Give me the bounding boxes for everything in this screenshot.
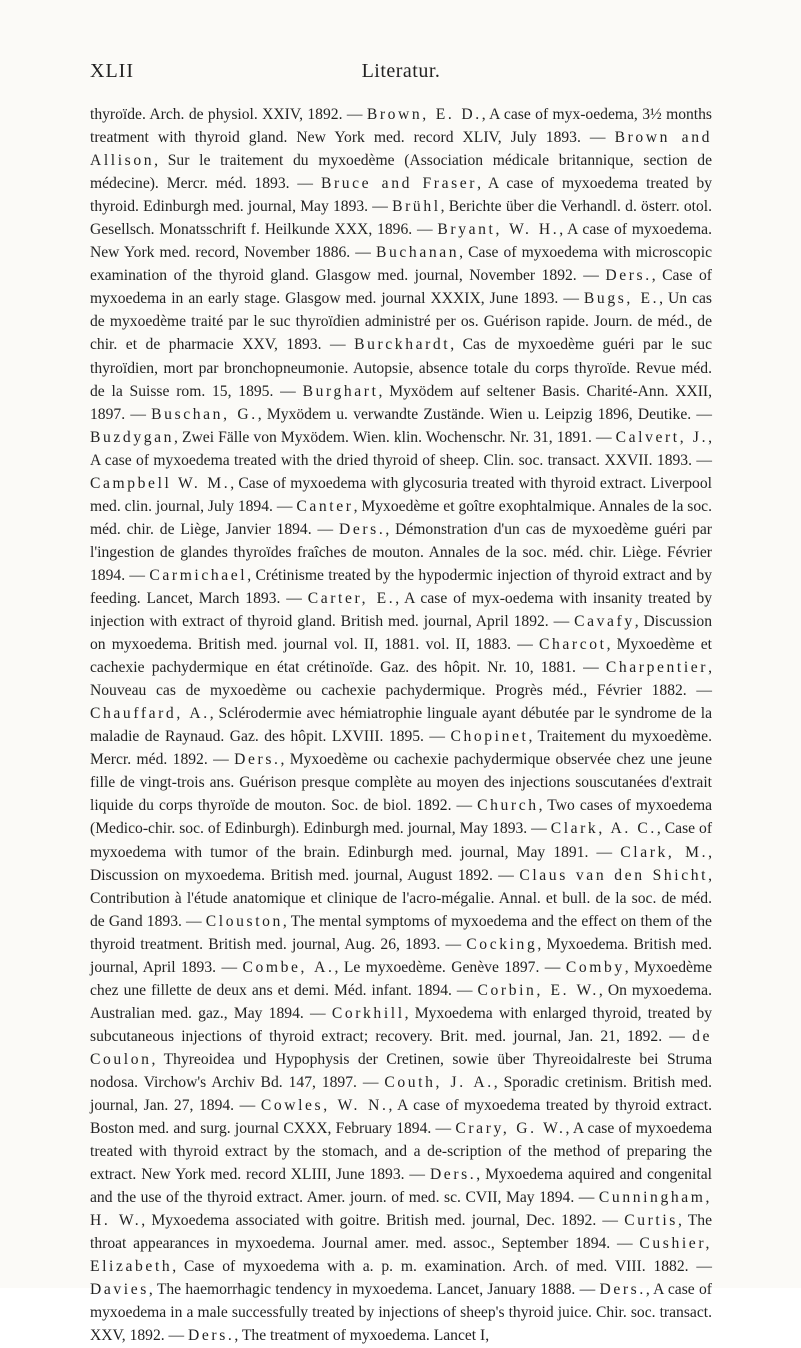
reference-text: , Case of myxoedema with glycosuria treated with thyroid extract. Liverpool med. clin. journal, July 1894. — bbox=[90, 474, 712, 515]
reference-text: , Myxoedema. British med. journal, April 1893. — bbox=[90, 935, 712, 976]
reference-author: Canter bbox=[296, 497, 354, 515]
reference-text: , Démonstration d'un cas de myxoedème guéri par l'ingestion de glandes thyroïdes fraîches de mouton. Annales de la soc. méd. chir. Liège. Février 1894. — bbox=[90, 520, 712, 584]
reference-text: , A case of myxoedema in a male successfully treated by injections of sheep's thyroid juice. Chir. soc. transact. XXV, 1892. — bbox=[90, 1281, 712, 1345]
reference-text: , Le myxoedème. Genève 1897. — bbox=[334, 958, 566, 976]
reference-author: Burckhardt bbox=[354, 336, 451, 354]
reference-text: , Myxoedème et cachexie pachydermique en état crétinoïde. Gaz. des hôpit. Nr. 10, 1881. — bbox=[90, 636, 712, 677]
reference-text: , Discussion on myxoedema. British med. journal, August 1892. — bbox=[90, 843, 713, 884]
reference-author: Crary, G. W. bbox=[455, 1120, 566, 1138]
reference-author: Brown and Allison bbox=[90, 129, 712, 170]
reference-text: , Un cas de myxoedème traité par le suc thyroïdien administré per os. Guérison rapide. Journ. de méd., de chir. et de pharmacie XXV, 1893. — bbox=[90, 290, 712, 354]
reference-text: , Myxoedème et goître exophtalmique. Annales de la soc. méd. chir. de Liège, Janvier 1894. — bbox=[90, 497, 712, 538]
reference-text: , Case of myxoedema with tumor of the brain. Edinburgh med. journal, May 1891. — bbox=[90, 820, 713, 861]
page-number: XLII bbox=[90, 60, 134, 82]
reference-text: , Myxoedema associated with goitre. British med. journal, Dec. 1892. — bbox=[141, 1212, 625, 1230]
reference-text: , A case of myx-oedema with insanity treated by injection with extract of thyroid gland. British med. journal, April 1892. — bbox=[90, 589, 712, 631]
reference-text: , A case of myxoedema treated with the dried thyroid of sheep. Clin. soc. transact. XXVII. 1893. — bbox=[90, 428, 712, 469]
reference-author: Clark, M. bbox=[620, 843, 709, 861]
reference-author: Cunningham, H. W. bbox=[90, 1189, 712, 1230]
reference-text: , Case of myxoedema in an early stage. Glasgow med. journal XXXIX, June 1893. — bbox=[90, 267, 712, 308]
reference-author: Cavafy bbox=[574, 613, 635, 631]
reference-author: Davies bbox=[90, 1281, 149, 1299]
reference-author: Bruce and Fraser bbox=[320, 175, 478, 193]
reference-author: Cocking bbox=[466, 935, 538, 953]
reference-author: Claus van den Shicht bbox=[519, 866, 709, 884]
reference-author: Comby bbox=[565, 958, 625, 976]
reference-author: Brown, E. D. bbox=[366, 106, 482, 123]
reference-text: , Thyreoidea und Hypophysis der Cretinen, sowie über Thyreoidalreste bei Struma nodosa. Virchow's Archiv Bd. 147, 1897. — bbox=[90, 1050, 712, 1091]
reference-author: Clouston bbox=[205, 912, 283, 930]
reference-text: , Nouveau cas de myxoedème ou cachexie pachydermique. Progrès méd., Février 1882. — bbox=[90, 659, 712, 700]
reference-text: , Myxödem u. verwandte Zustände. Wien u. Leipzig 1896, Deutike. — bbox=[257, 405, 712, 423]
bibliography-text bbox=[90, 103, 712, 1348]
reference-author: Bugs, E. bbox=[583, 290, 660, 308]
reference-text: , Myxödem auf seltener Basis. Charité-Ann. XXII, 1897. — bbox=[90, 382, 712, 423]
reference-author: Chopinet bbox=[450, 728, 529, 746]
reference-text: , The throat appearances in myxoedema. Journal amer. med. assoc., September 1894. — bbox=[90, 1212, 713, 1253]
reference-text: , Myxoedema with enlarged thyroid, treated by subcutaneous injections of thyroid extract; recovery. Brit. med. journal, Jan. 21, 1892. — bbox=[90, 1004, 712, 1045]
reference-author: Ders. bbox=[234, 751, 281, 769]
reference-author: Corkhill bbox=[331, 1004, 405, 1022]
reference-author: Church bbox=[477, 797, 539, 815]
running-title: Literatur. bbox=[361, 60, 441, 82]
reference-text: , Two cases of myxoedema (Medico-chir. soc. of Edinburgh). Edinburgh med. journal, May 1893. — bbox=[90, 797, 713, 838]
reference-text: , The mental symptoms of myxoedema and the effect on them of the thyroid treatment. British med. journal, Aug. 26, 1893. — bbox=[90, 912, 712, 953]
reference-author: Charcot bbox=[539, 636, 607, 654]
reference-author: Ders. bbox=[605, 267, 652, 285]
reference-text: , Traitement du myxoedème. Mercr. méd. 1892. — bbox=[90, 728, 712, 769]
reference-author: Clark, A. C. bbox=[550, 820, 657, 838]
page-header bbox=[90, 60, 712, 84]
reference-text: , Zwei Fälle von Myxödem. Wien. klin. Wochenschr. Nr. 31, 1891. — bbox=[174, 428, 616, 446]
reference-author: Charpentier bbox=[605, 659, 709, 677]
reference-author: Bryant, W. H. bbox=[437, 221, 560, 239]
reference-text: , Myxoedema aquired and congenital and the use of the thyroid extract. Amer. journ. of med. sc. CVII, May 1894. — bbox=[90, 1166, 712, 1207]
reference-text: , Case of myxoedema with a. p. m. examination. Arch. of med. VIII. 1882. — bbox=[172, 1258, 712, 1276]
reference-text: , The haemorrhagic tendency in myxoedema. Lancet, January 1888. — bbox=[148, 1281, 600, 1299]
reference-text: , Crétinisme treated by the hypodermic injection of thyroid extract and by feeding. Lancet, March 1893. — bbox=[90, 566, 712, 607]
reference-author: Cushier, Elizabeth bbox=[90, 1235, 712, 1276]
reference-text: , Sur le traitement du myxoedème (Association médicale britannique, section de médecine). Mercr. méd. 1893. — bbox=[90, 152, 712, 193]
bibliography-lead-text: thyroïde. Arch. de physiol. XXIV, 1892. — bbox=[90, 106, 367, 123]
reference-author: Buzdygan bbox=[90, 428, 175, 446]
reference-text: , Case of myxoedema with microscopic examination of the thyroid gland. Glasgow med. journal, November 1892. — bbox=[90, 244, 712, 285]
reference-author: Brühl bbox=[392, 198, 441, 216]
reference-author: Ders. bbox=[338, 520, 386, 538]
reference-author: Burghart bbox=[302, 382, 379, 400]
reference-author: Couth, J. A. bbox=[384, 1073, 494, 1091]
reference-text: , A case of myxoedema. New York med. record, November 1886. — bbox=[90, 221, 712, 262]
bibliography-paragraph bbox=[90, 103, 712, 1348]
reference-text: , A case of myxoedema treated by thyroid extract. Boston med. and surg. journal CXXX, February 1894. — bbox=[90, 1097, 712, 1138]
reference-text: , A case of myxoedema treated with thyroid extract by the stomach, and a de-scription of the method of preparing the extract. New York med. record XLIII, June 1893. — bbox=[90, 1120, 712, 1184]
reference-text: , A case of myxoedema treated by thyroid. Edinburgh med. journal, May 1893. — bbox=[90, 175, 713, 216]
reference-author: Corbin, E. W. bbox=[477, 981, 599, 999]
reference-text: , Sclérodermie avec hémiatrophie linguale ayant débutée par le syndrome de la maladie de Raynaud. Gaz. des hôpit. LXVIII. 1895. — bbox=[90, 705, 713, 746]
reference-author: Curtis bbox=[624, 1212, 678, 1230]
reference-text: , A case of myx-oedema, 3½ months treatment with thyroid gland. New York med. record XLIV, July 1893. — bbox=[90, 106, 712, 147]
reference-text: , Myxoedème ou cachexie pachydermique observée chez une jeune fille de vingt-trois ans. Guérison presque complète au moyen des injections souscutanées d'extrait liquide du corps thyroïde de mouton. Soc. de biol. 1892. — bbox=[90, 751, 712, 815]
reference-author: Carter, E. bbox=[307, 589, 396, 607]
reference-text: , The treatment of myxoedema. Lancet I, bbox=[234, 1327, 490, 1345]
reference-author: de Coulon bbox=[90, 1027, 712, 1068]
reference-author: Ders. bbox=[599, 1281, 646, 1299]
reference-text: , Berichte über die Verhandl. d. österr. otol. Gesellsch. Monatsschrift f. Heilkunde XXX, 1896. — bbox=[90, 198, 712, 239]
reference-author: Calvert, J. bbox=[615, 428, 709, 446]
reference-text: , Cas de myxoedème guéri par le suc thyroïdien, mort par bronchopneumonie. Autopsie, absence totale du corps thyroïde. Revue méd. de la Suisse rom. 15, 1895. — bbox=[90, 336, 713, 400]
reference-author: Carmichael bbox=[149, 566, 248, 584]
reference-text: , Myxoedème chez une fillette de deux ans et demi. Méd. infant. 1894. — bbox=[90, 958, 712, 999]
reference-text: , Sporadic cretinism. British med. journal, Jan. 27, 1894. — bbox=[90, 1073, 712, 1115]
reference-author: Buchanan bbox=[376, 244, 460, 262]
reference-author: Buschan, G. bbox=[151, 405, 258, 423]
reference-author: Ders. bbox=[188, 1327, 235, 1345]
reference-author: Cowles, W. N. bbox=[260, 1097, 389, 1115]
reference-author: Combe, A. bbox=[242, 958, 335, 976]
reference-author: Chauffard, A. bbox=[90, 705, 210, 723]
reference-text: , Discussion on myxoedema. British med. journal vol. II, 1881. vol. II, 1883. — bbox=[90, 613, 712, 654]
reference-text: , On myxoedema. Australian med. gaz., May 1894. — bbox=[90, 981, 712, 1022]
reference-text: , Contribution à l'étude anatomique et clinique de l'acro-mégalie. Annal. et bull. de la soc. de méd. de Gand 1893. — bbox=[90, 866, 712, 930]
reference-author: Ders. bbox=[429, 1166, 477, 1184]
reference-author: Campbell W. M. bbox=[90, 474, 231, 492]
